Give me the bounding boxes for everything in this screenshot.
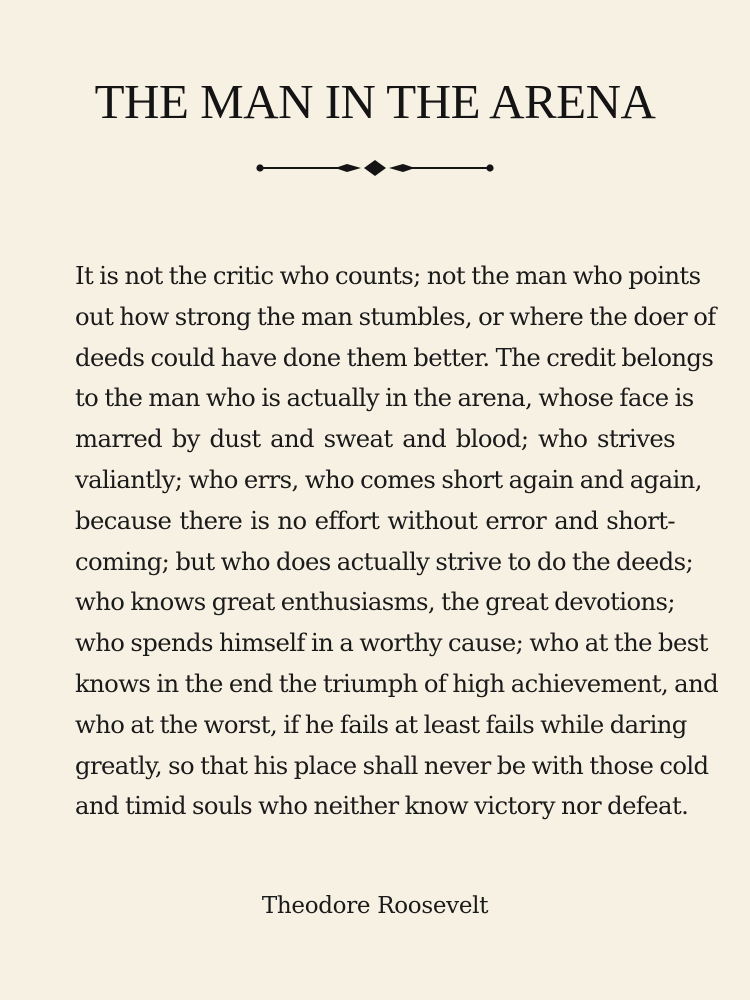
quote-line: greatly, so that his place shall never be with those cold [75, 750, 709, 780]
quote-line: who knows great enthusiasms, the great devotions; [75, 587, 675, 617]
quote-line: It is not the critic who counts; not the man who points [75, 261, 701, 290]
quote-line: marred by dust and sweat and blood; who strives [75, 424, 675, 454]
quote-line: knows in the end the triumph of high achievement, and [75, 668, 719, 698]
quote-line: coming; but who does actually strive to do the deeds; [75, 546, 694, 576]
quote-line: because there is no effort without error and short- [75, 505, 675, 535]
quote-line: deeds could have done them better. The credit belongs [75, 342, 714, 372]
quote-line: valiantly; who errs, who comes short again and again, [75, 464, 702, 494]
quote-line: and timid souls who neither know victory nor defeat. [75, 791, 689, 821]
quote-line: who spends himself in a worthy cause; who at the best [75, 628, 708, 658]
quote-line: who at the worst, if he fails at least fails while daring [75, 709, 687, 739]
quote-line: out how strong the man stumbles, or where the doer of [75, 301, 716, 331]
author-attribution: Theodore Roosevelt [261, 893, 489, 919]
page-title: THE MAN IN THE ARENA [94, 74, 656, 129]
quote-body [75, 256, 719, 827]
flourish-divider-icon [255, 155, 495, 181]
quote-line: to the man who is actually in the arena, whose face is [75, 383, 694, 413]
